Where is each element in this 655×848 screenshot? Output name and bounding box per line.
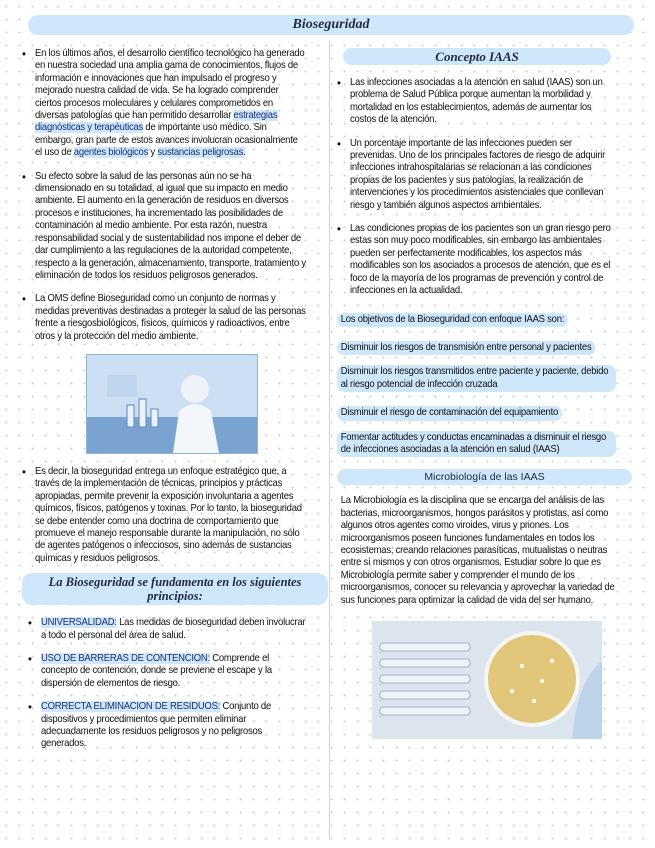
principle-label: UNIVERSALIDAD: (41, 617, 117, 629)
right-column (337, 48, 637, 739)
highlight-agentes: agentes biológicos (73, 147, 149, 159)
intro-paragraph (22, 48, 307, 160)
iaas-point-3: • Las condiciones propias de los pacientes son un gran riesgo pero estas son muy poco modificables, sin embargo las ambientales pueden ser perfectamente modificables, los aspectos más modificables son los asociados a procesos de atención, que es el foco de la mayoría de los programas de prevención y control de infecciones en la actualidad. (337, 223, 616, 297)
intro-text-c: y (148, 147, 158, 159)
highlight-estrategias: estrategias diagnósticas y terapéuticas (35, 110, 278, 134)
intro-text-a: En los últimos años, el desarrollo científico tecnológico ha generado en nuestra sociedad una amplia gama de conocimientos, flujos de información e innovaciones que han impulsado el progreso y mejorado nuestra calidad de vida. Se ha logrado comprender ciertos procesos moleculares y celulares comprometidos en diversas patologías que han permitido desarrollar (35, 48, 305, 122)
principle-text: Las medidas de bioseguridad deben involucrar a todo el personal del área de salud. (41, 617, 306, 641)
objective-item: Disminuir los riesgos de transmisión entre personal y pacientes (337, 341, 595, 355)
objective-item: Disminuir el riesgo de contaminación del equipamiento (337, 406, 562, 420)
left-column (22, 48, 328, 762)
objective-item: Fomentar actitudes y conductas encaminadas a disminuir el riesgo de infecciones asociadas a la atención en salud (IAAS) (337, 431, 616, 458)
principles-heading: La Bioseguridad se fundamenta en los siguientes principios: (22, 573, 328, 605)
highlight-sustancias: sustancias peligrosas. (157, 147, 246, 159)
page-title: Bioseguridad (28, 15, 634, 35)
principle-residuos (28, 701, 307, 751)
column-divider (329, 40, 330, 840)
principle-universalidad (28, 617, 307, 642)
objective-item: Disminuir los riesgos transmitidos entre paciente y paciente, debido al riesgo potencial de infección cruzada (337, 365, 616, 392)
lab-scientist-illustration (87, 355, 257, 453)
oms-paragraph: • La OMS define Bioseguridad como un conjunto de normas y medidas preventivas destinadas a proteger la salud de las personas frente a riesgosbiológicos, físicos, químicos y radioactivos, entre otros y la protección del medio ambiente. (22, 293, 307, 343)
intro-text-b: de importante uso médico. Sin embargo, gran parte de estos avances involucran ocasionalmente el uso de (35, 122, 298, 159)
iaas-point-1: • Las infecciones asociadas a la atención en salud (IAAS) son un problema de Salud Pública porque aumentan la morbilidad y mortalidad en los establecimientos, además de aumentar los costos de la atención. (337, 77, 616, 127)
principle-label: USO DE BARRERAS DE CONTENCION: (41, 653, 210, 664)
microbiology-heading: Microbiología de las IAAS (337, 469, 632, 485)
petri-dish-image (372, 621, 602, 739)
principle-barreras (28, 653, 307, 690)
principle-text: Conjunto de dispositivos y procedimientos que permiten eliminar adecuadamente los residuos peligrosos y no peligrosos generados. (41, 701, 272, 750)
principle-label: CORRECTA ELIMINACION DE RESIDUOS: (41, 701, 221, 713)
lab-scientist-image (86, 354, 258, 454)
petri-dish-illustration (372, 621, 602, 739)
iaas-point-2: • Un porcentaje importante de las infecciones pueden ser prevenidas. Uno de los principales factores de riesgo de adquirir infecciones intrahospitalarias se relacionan a las condiciones propias de los pacientes y sus patologías, la realización de intervenciones y los procedimientos asistenciales que conllevan riesgo y también algunos aspectos ambientales. (337, 138, 616, 212)
strategy-paragraph: • Es decir, la bioseguridad entrega un enfoque estratégico que, a través de la implementación de técnicas, principios y prácticas apropiadas, permite prevenir la exposición involuntaria a agentes químicos, físicos, patógenos y toxinas. Por lo tanto, la bioseguridad se debe entender como una doctrina de comportamiento que promueve el manejo responsable durante la manipulación, no sólo de agentes patógenos o infecciosos, sino además de sustancias químicas y residuos peligrosos. (22, 466, 307, 565)
principle-text: Comprende el concepto de contención, donde se previene el escape y la dispersión de elementos de riesgo. (41, 653, 272, 689)
microbiology-paragraph: La Microbiología es la disciplina que se encarga del análisis de las bacterias, microorganismos, hongos parásitos y protistas, así como algunos otros agentes como viroides, virus y priones. Los microorganismos poseen funciones fundamentales en todos los ecosistemas; creando relaciones parasíticas, mutualistas o neutras entre sí mismos y con otros organismos. Estudiar sobre lo que es Microbiología permite saber y comprender el mundo de los microorganismos, conocer su relevancia y aprovechar la variedad de sus funciones para optimizar la calidad de vida del ser humano. (340, 495, 615, 606)
objectives-heading: Los objetivos de la Bioseguridad con enfoque IAAS son: (337, 313, 568, 327)
iaas-heading: Concepto IAAS (343, 48, 611, 65)
effect-paragraph: • Su efecto sobre la salud de las personas aún no se ha dimensionado en su totalidad, al igual que su impacto en medio ambiente. El aumento en la generación de residuos en diversos procesos e instituciones, ha incrementado las posibilidades de contaminación al medio ambiente. Por esta razón, nuestra responsabilidad social y de sustentabilidad nos impone el deber de dar cumplimiento a las regulaciones de la autoridad competente, respecto a la generación, almacenamiento, transporte, tratamiento y eliminación de todos los residuos peligrosos generados. (22, 171, 307, 283)
